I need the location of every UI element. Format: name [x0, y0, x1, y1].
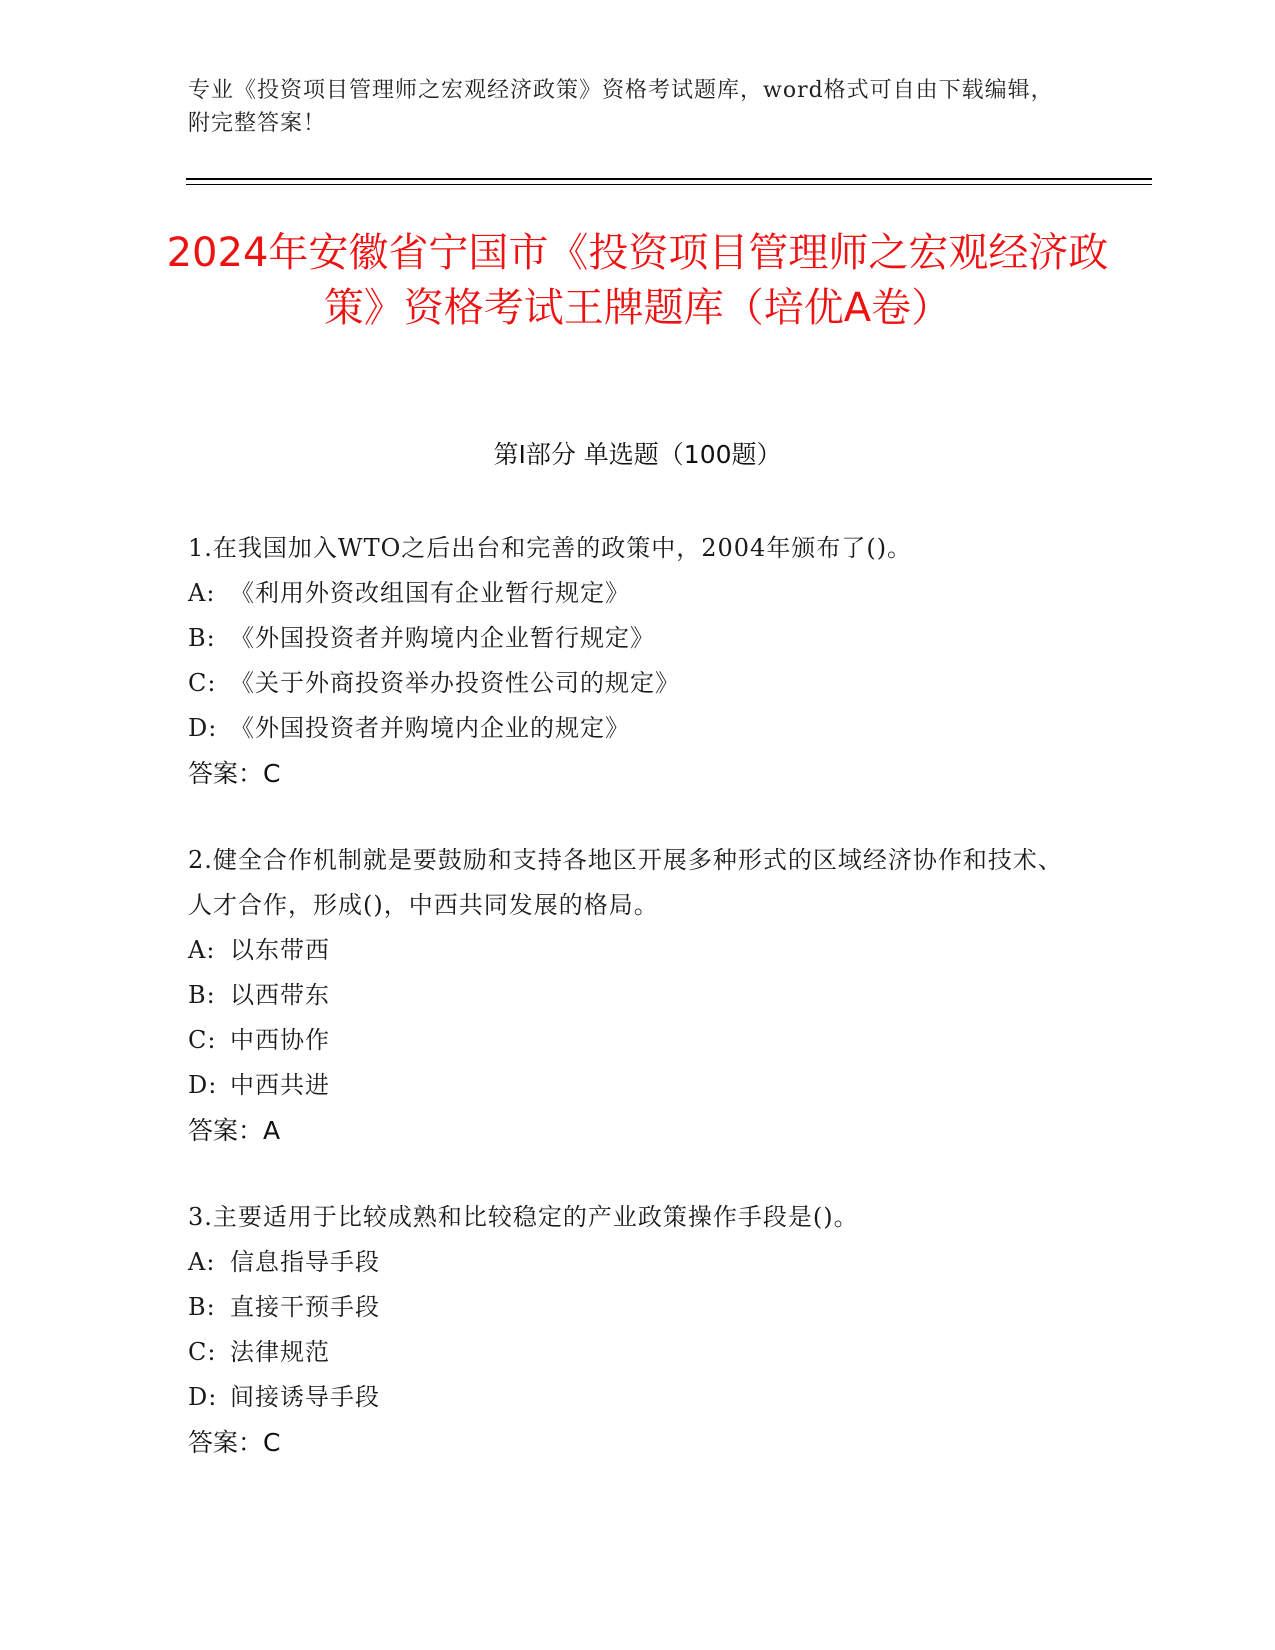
option-a: [188, 1240, 1068, 1285]
option-text: 以东带西: [230, 936, 330, 964]
answer-value: A: [263, 1116, 281, 1145]
option-b: [188, 1285, 1068, 1330]
option-key: D:: [188, 1071, 218, 1099]
option-key: A:: [188, 1248, 216, 1276]
option-text: 中西协作: [230, 1026, 330, 1054]
option-c: [188, 661, 1068, 706]
answer-line: [188, 1108, 1068, 1153]
option-key: B:: [188, 981, 216, 1009]
answer-line: [188, 751, 1068, 796]
header-rule-thin: [186, 184, 1152, 185]
option-b: [188, 616, 1068, 661]
option-key: D:: [188, 714, 218, 742]
option-d: [188, 1063, 1068, 1108]
option-c: [188, 1018, 1068, 1063]
option-text: 直接干预手段: [230, 1293, 380, 1321]
option-text: 信息指导手段: [230, 1248, 380, 1276]
option-key: C:: [188, 1338, 217, 1366]
answer-label: 答案：: [188, 1428, 264, 1457]
option-text: 《关于外商投资举办投资性公司的规定》: [230, 669, 680, 697]
option-d: [188, 706, 1068, 751]
option-b: [188, 973, 1068, 1018]
header-note: 专业《投资项目管理师之宏观经济政策》资格考试题库，word格式可自由下载编辑，附完整答案！: [188, 78, 1054, 136]
option-d: [188, 1375, 1068, 1420]
question-stem: 3.主要适用于比较成熟和比较稳定的产业政策操作手段是()。: [188, 1203, 859, 1231]
option-key: C:: [188, 1026, 217, 1054]
option-text: 以西带东: [230, 981, 330, 1009]
section-title: 第I部分 单选题（100题）: [493, 440, 782, 469]
option-c: [188, 1330, 1068, 1375]
answer-label: 答案：: [188, 1116, 264, 1145]
answer-label: 答案：: [188, 759, 264, 788]
question-3: [188, 1195, 1068, 1465]
option-text: 《利用外资改组国有企业暂行规定》: [230, 579, 630, 607]
option-text: 《外国投资者并购境内企业的规定》: [230, 714, 630, 742]
header-rule-thick: [186, 178, 1152, 180]
option-key: C:: [188, 669, 217, 697]
answer-value: C: [263, 1428, 281, 1457]
answer-line: [188, 1420, 1068, 1465]
option-key: B:: [188, 1293, 216, 1321]
option-text: 中西共进: [230, 1071, 330, 1099]
option-key: D:: [188, 1383, 218, 1411]
answer-value: C: [263, 759, 281, 788]
option-a: [188, 928, 1068, 973]
option-text: 《外国投资者并购境内企业暂行规定》: [230, 624, 655, 652]
question-1: [188, 526, 1068, 796]
option-key: A:: [188, 936, 216, 964]
question-stem: 2.健全合作机制就是要鼓励和支持各地区开展多种形式的区域经济协作和技术、人才合作，形成()，中西共同发展的格局。: [188, 846, 1063, 919]
option-key: B:: [188, 624, 216, 652]
question-list: [188, 526, 1068, 1507]
document-title: 2024年安徽省宁国市《投资项目管理师之宏观经济政策》资格考试王牌题库（培优A卷）: [166, 230, 1109, 331]
option-key: A:: [188, 579, 216, 607]
option-text: 法律规范: [230, 1338, 330, 1366]
question-stem: 1.在我国加入WTO之后出台和完善的政策中，2004年颁布了()。: [188, 534, 913, 562]
question-2: [188, 838, 1068, 1153]
option-text: 间接诱导手段: [230, 1383, 380, 1411]
option-a: [188, 571, 1068, 616]
